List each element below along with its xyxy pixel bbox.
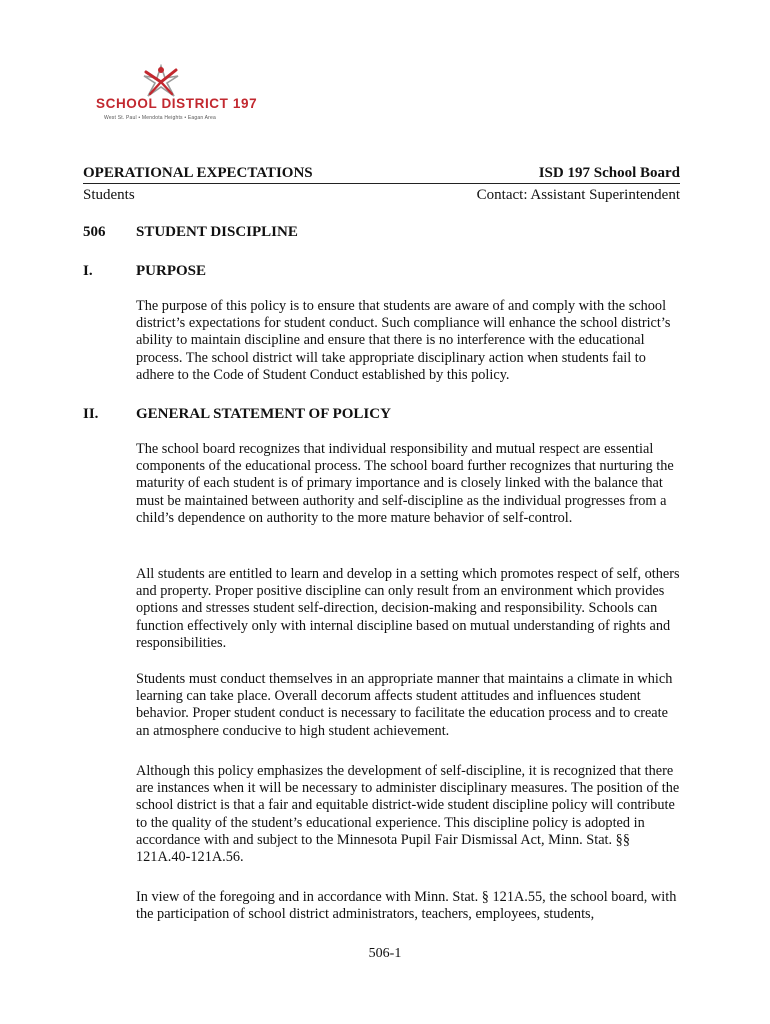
star-figure-icon <box>136 64 186 98</box>
category-subtitle: Students <box>83 187 135 203</box>
board-title: ISD 197 School Board <box>538 165 680 181</box>
section-heading: GENERAL STATEMENT OF POLICY <box>136 406 391 422</box>
page-number: 506-1 <box>368 946 402 961</box>
paragraph: Although this policy emphasizes the development of self-discipline, it is recognized that there are instances when it will be necessary to administer disciplinary measures. The position of the school district is that a fair and equitable district-wide student discipline policy will contribute to the quality of the student’s educational experience. This discipline policy is adopted in accordance with and subject to the Minnesota Pupil Fair Dismissal Act, Minn. Stat. §§ 121A.40-121A.56. <box>136 763 680 866</box>
paragraph: The school board recognizes that individual responsibility and mutual respect are essential components of the educational process. The school board further recognizes that nurturing the maturity of each student is of primary importance and is closely linked with the balance that must be maintained between authority and self-discipline as the individual progresses from a child’s dependence on authority to the more mature behavior of self-control. <box>136 441 674 526</box>
logo-subtitle: West St. Paul • Mendota Heights • Eagan Area <box>104 115 216 121</box>
paragraph: All students are entitled to learn and develop in a setting which promotes respect of self, others and property. Proper positive discipline can only result from an environment which provides options and stresses student self-direction, decision-making and responsibility. Schools can function effectively only with internal discipline based on mutual understanding of rights and responsibilities. <box>136 566 680 651</box>
policy-title: STUDENT DISCIPLINE <box>136 224 298 240</box>
paragraph: In view of the foregoing and in accordance with Minn. Stat. § 121A.55, the school board, with the participation of school district administrators, teachers, employees, students, <box>136 889 677 923</box>
section-category-title: OPERATIONAL EXPECTATIONS <box>83 165 313 181</box>
section-heading: PURPOSE <box>136 263 207 279</box>
paragraph: Students must conduct themselves in an appropriate manner that maintains a climate in which learning can take place. Overall decorum affects student attitudes and influences student behavior. Proper student conduct is necessary to facilitate the education process and to create an atmosphere conducive to high student achievement. <box>136 671 673 739</box>
contact-line: Contact: Assistant Superintendent <box>476 187 680 203</box>
paragraph: The purpose of this policy is to ensure that students are aware of and comply with the school district’s expectations for student conduct. Such compliance will enhance the school district’s ability to maintain discipline and ensure that there is no interference with the educational process. The school district will take appropriate disciplinary action when students fail to adhere to the Code of Student Conduct established by this policy. <box>136 298 671 383</box>
logo-name: SCHOOL DISTRICT 197 <box>96 96 258 111</box>
header-divider <box>83 183 680 184</box>
district-logo <box>92 64 258 128</box>
section-numeral: I. <box>83 263 93 279</box>
policy-number: 506 <box>83 224 106 240</box>
section-numeral: II. <box>83 406 99 422</box>
